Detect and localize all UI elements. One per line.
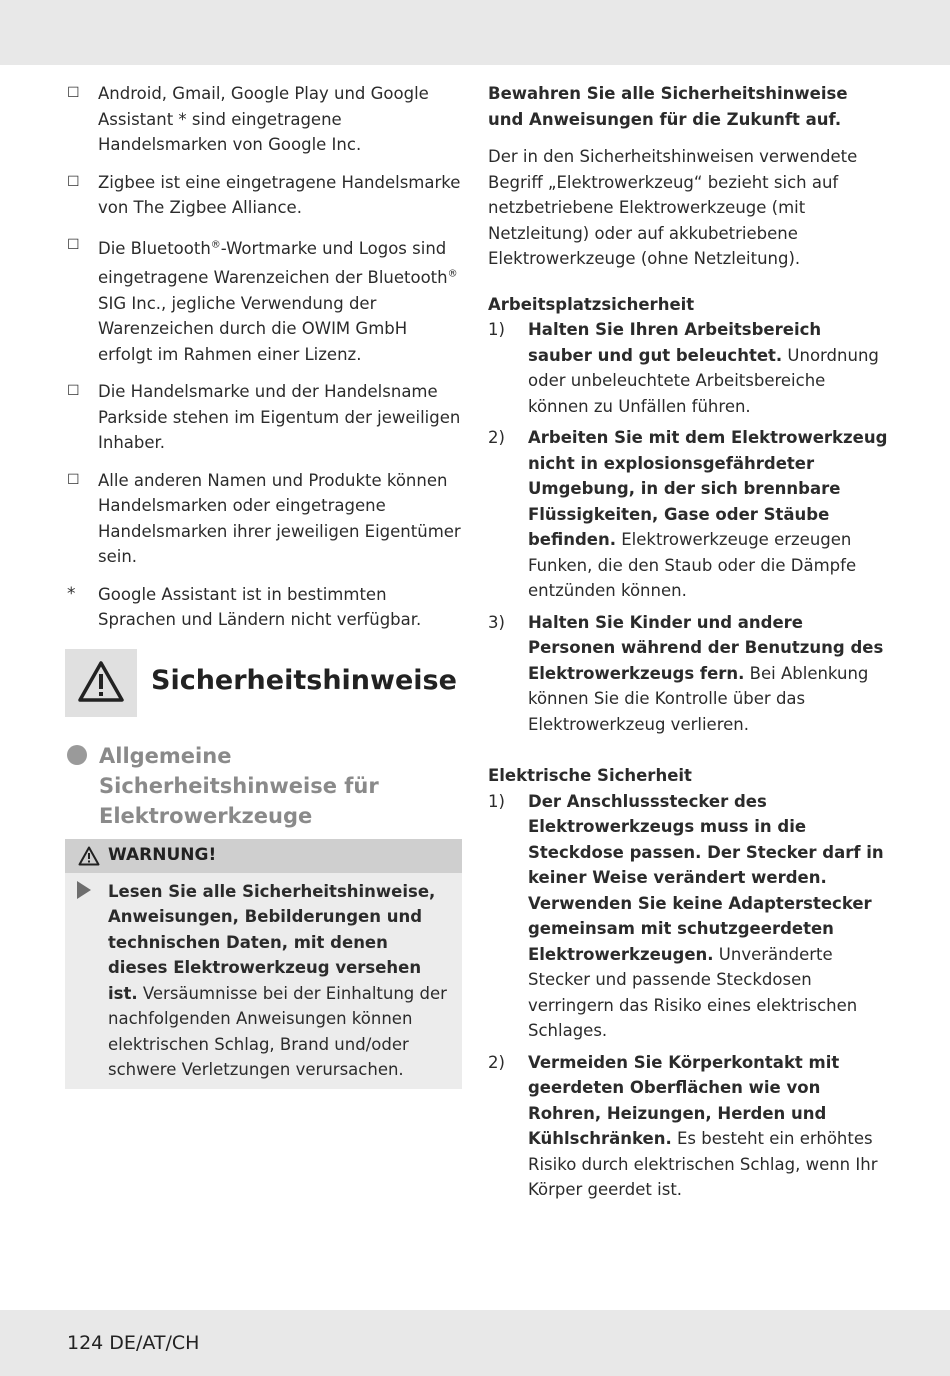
warning-header [65,839,462,873]
checkbox-icon: ☐ [67,85,80,101]
section-heading [65,649,462,717]
subheading [65,741,462,831]
checkbox-icon: ☐ [67,471,80,488]
bullet-dot-icon [67,745,87,765]
intro-bold-text: Bewahren Sie alle Sicherheitshinweise und Anweisungen für die Zukunft auf. [488,84,848,129]
list-item-text: Android, Gmail, Google Play und Google Assistant * sind eingetragene Handelsmarken von Google Inc. [98,84,429,154]
section-title: Arbeitsplatzsicherheit [488,294,695,314]
item-number: 2) [488,1052,505,1072]
item-bold-text: Halten Sie Ihren Arbeitsbereich sauber und gut beleuchtet. [528,320,822,365]
item-text: Bei Ablenkung können Sie die Kontrolle über das Elektrowerkzeug verlieren. [528,663,869,734]
item-bold-text: Der Anschlussstecker des Elektrowerkzeugs muss in die Steckdose passen. Der Stecker darf in keiner Weise verändert werden. Verwenden Sie keine Adapterstecker gemeinsam mit schutzgeerdeten Elektrowerkzeugen. [528,791,884,964]
checkbox-icon: ☐ [67,173,80,190]
item-text: Unordnung oder unbeleuchtete Arbeitsbereiche können zu Unfällen führen. [528,345,879,416]
asterisk-mark: * [67,583,76,604]
warning-triangle-icon [65,649,137,717]
page-title: Sicherheitshinweise [151,664,457,696]
left-column [65,81,462,1089]
item-number: 1) [488,791,505,811]
subheading-text: Allgemeine Sicherheitshinweise für Elektrowerkzeuge [99,743,379,828]
header-band [0,0,950,65]
list-item [65,81,462,158]
warning-icon [78,846,100,866]
list-item [65,468,462,570]
right-column [488,81,888,1209]
list-item-text: Die Handelsmarke und der Handelsname Parkside stehen im Eigentum der jeweiligen Inhaber. [98,382,461,452]
list-item [488,317,888,419]
item-bold-text: Arbeiten Sie mit dem Elektrowerkzeug nicht in explosionsgefährdeter Umgebung, in der sich brennbare Flüssigkeiten, Gase oder Stäube befinden. [528,428,888,549]
item-bold-text: Halten Sie Kinder und andere Personen während der Benutzung des Elektrowerkzeugs fern. [528,612,884,683]
list-item [65,233,462,368]
intro-text: Der in den Sicherheitshinweisen verwendete Begriff „Elektrowerkzeug“ bezieht sich auf netzbetriebene Elektrowerkzeuge (mit Netzleitung) oder auf akkubetriebene Elektrowerkzeuge (ohne Netzleitung). [488,147,858,268]
warning-body [65,873,462,1089]
footnote [65,582,462,633]
item-number: 1) [488,320,505,339]
list-item-text: Zigbee ist eine eingetragene Handelsmarke von The Zigbee Alliance. [98,172,461,217]
list-item-text: Die Bluetooth®-Wortmarke und Logos sind eingetragene Warenzeichen der Bluetooth® SIG Inc., jegliche Verwendung der Warenzeichen durch die OWIM GmbH erfolgt im Rahmen einer Lizenz. [98,239,458,364]
page-number: 124 DE/AT/CH [67,1332,200,1354]
warning-bold-text: Lesen Sie alle Sicherheitshinweise, Anweisungen, Bebilderungen und technischen Daten, mit denen dieses Elektrowerkzeug versehen ist. [108,881,436,1003]
list-item [488,1050,888,1203]
list-item [488,425,888,604]
checkbox-icon: ☐ [67,383,80,399]
warning-text: Versäumnisse bei der Einhaltung der nachfolgenden Anweisungen können elektrischen Schlag, Brand und/oder schwere Verletzungen verursachen. [108,983,447,1079]
list-item-text: Alle anderen Namen und Produkte können Handelsmarken oder eingetragene Handelsmarken ihrer jeweiligen Eigentümer sein. [98,470,461,566]
list-item [488,610,888,738]
section-title: Elektrische Sicherheit [488,766,692,785]
item-text: Elektrowerkzeuge erzeugen Funken, die den Staub oder die Dämpfe entzünden können. [528,530,857,600]
list-item [488,789,888,1044]
item-number: 2) [488,428,505,447]
checkbox-icon: ☐ [67,236,80,253]
footnote-text: Google Assistant ist in bestimmten Sprachen und Ländern nicht verfügbar. [98,584,422,629]
item-number: 3) [488,612,505,632]
item-text: Es besteht ein erhöhtes Risiko durch elektrischen Schlag, wenn Ihr Körper geerdet ist. [528,1129,878,1199]
list-item [65,170,462,221]
warning-label: WARNUNG! [108,844,217,865]
warning-box [65,839,462,1089]
item-bold-text: Vermeiden Sie Körperkontakt mit geerdeten Oberflächen wie von Rohren, Heizungen, Herden und Kühlschränken. [528,1052,840,1148]
arrow-right-icon [77,881,91,899]
list-item [65,379,462,456]
item-text: Unveränderte Stecker und passende Steckdosen verringern das Risiko eines elektrischen Schlages. [528,944,858,1040]
